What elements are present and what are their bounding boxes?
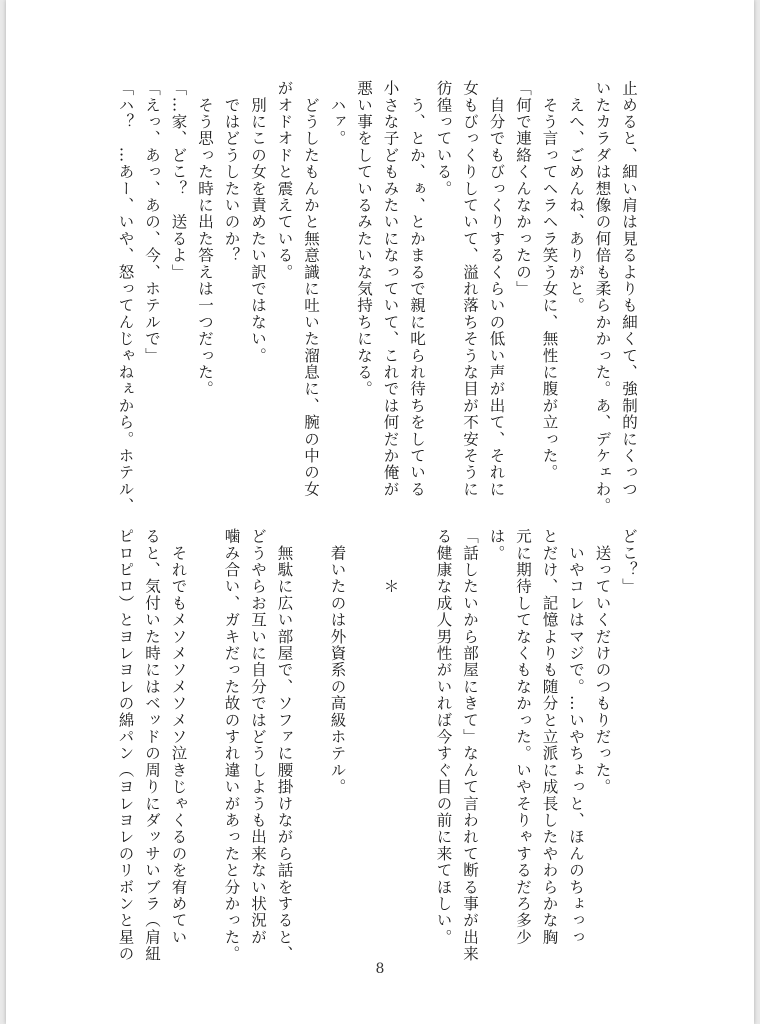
text-line: 別にこの女を責めたい訳ではない。 xyxy=(249,80,267,364)
lower-text-block xyxy=(112,528,642,963)
text-line: 着いたのは外資系の高級ホテル。 xyxy=(328,528,347,796)
text-line: 元に期待してなくもなかった。いやそりゃするだろ多少 xyxy=(514,528,532,946)
text-line: そう言ってヘラヘラ笑う女に、無性に腹が立った。 xyxy=(540,80,559,481)
text-line: 「えっ、あっ、あの、今、ホテルで」 xyxy=(143,80,161,364)
text-line: ハァ。 xyxy=(328,80,347,147)
text-line: 小さな子どもみたいになっていて、これでは何だか俺が xyxy=(381,80,400,498)
text-line: 送っていくだけのつもりだった。 xyxy=(593,528,612,796)
text-line: 噛み合い、ガキだった故のすれ違いがあったと分かった。 xyxy=(222,528,241,963)
text-line: がオドオドと震えている。 xyxy=(275,80,294,281)
text-line: 悪い事をしているみたいな気持ちになる。 xyxy=(355,80,373,398)
text-line xyxy=(351,528,378,953)
text-line: う、とか、ぁ、とかまるで親に叱られ待ちをしている xyxy=(408,80,426,498)
text-line: えへ、ごめんね、ありがと。 xyxy=(567,80,585,314)
text-line: いやコレはマジで。…いやちょっと、ほんのちょっっ xyxy=(567,528,585,946)
text-line: 止めると、細い肩は見るよりも細くて、強制的にくっつ xyxy=(620,80,638,498)
text-line xyxy=(298,528,325,953)
text-line: 彷徨っている。 xyxy=(434,80,453,197)
text-line: る健康な成人男性がいれば今すぐ目の前に来てほしい。 xyxy=(434,528,453,946)
text-line: それでもメソメソメソメソ泣きじゃくるのを宥めてい xyxy=(169,528,188,946)
text-line xyxy=(192,528,219,953)
text-line: 「…家、どこ？ 送るよ」 xyxy=(169,80,188,281)
text-line: そう思った時に出た答えは一つだった。 xyxy=(196,80,214,398)
text-line: ると、気付いた時にはベッドの周りにダッサいブラ（肩紐 xyxy=(143,528,161,963)
text-line: 女もびっくりしていて、溢れ落ちそうな目が不安そうに xyxy=(461,80,479,498)
text-line: 「何で連絡くんなかったの」 xyxy=(514,80,532,298)
text-line: 「話したいから部屋にきて」なんて言われて断る事が出来 xyxy=(461,528,479,963)
text-line: どこ？」 xyxy=(620,528,638,595)
text-line: 無駄に広い部屋で、ソファに腰掛けながら話をすると、 xyxy=(275,528,294,963)
text-line: いたカラダは想像の何倍も柔らかかった。あ、デケェわ。 xyxy=(593,80,612,515)
text-line: 自分でもびっくりするくらいの低い声が出て、それに xyxy=(487,80,506,498)
text-line: どうやらお互いに自分ではどうしようも出来ない状況が xyxy=(249,528,267,946)
upper-text-block xyxy=(112,80,642,515)
book-page xyxy=(6,0,754,1024)
text-line: 「ハ？ …あー、いや、怒ってんじゃねぇから。ホテル、 xyxy=(116,80,135,515)
text-line: ではどうしたいのか？ xyxy=(222,80,241,264)
text-line: ピロピロ）とヨレヨレの綿パン（ヨレヨレのリボンと星の xyxy=(116,528,135,963)
text-line: ＊ xyxy=(381,528,400,595)
text-line xyxy=(404,528,431,953)
text-line: とだけ、記憶よりも随分と立派に成長したやわらかな胸 xyxy=(540,528,559,946)
text-line: は。 xyxy=(487,528,506,562)
page-number: 8 xyxy=(375,961,385,977)
text-line: どうしたもんかと無意識に吐いた溜息に、腕の中の女 xyxy=(302,80,320,498)
